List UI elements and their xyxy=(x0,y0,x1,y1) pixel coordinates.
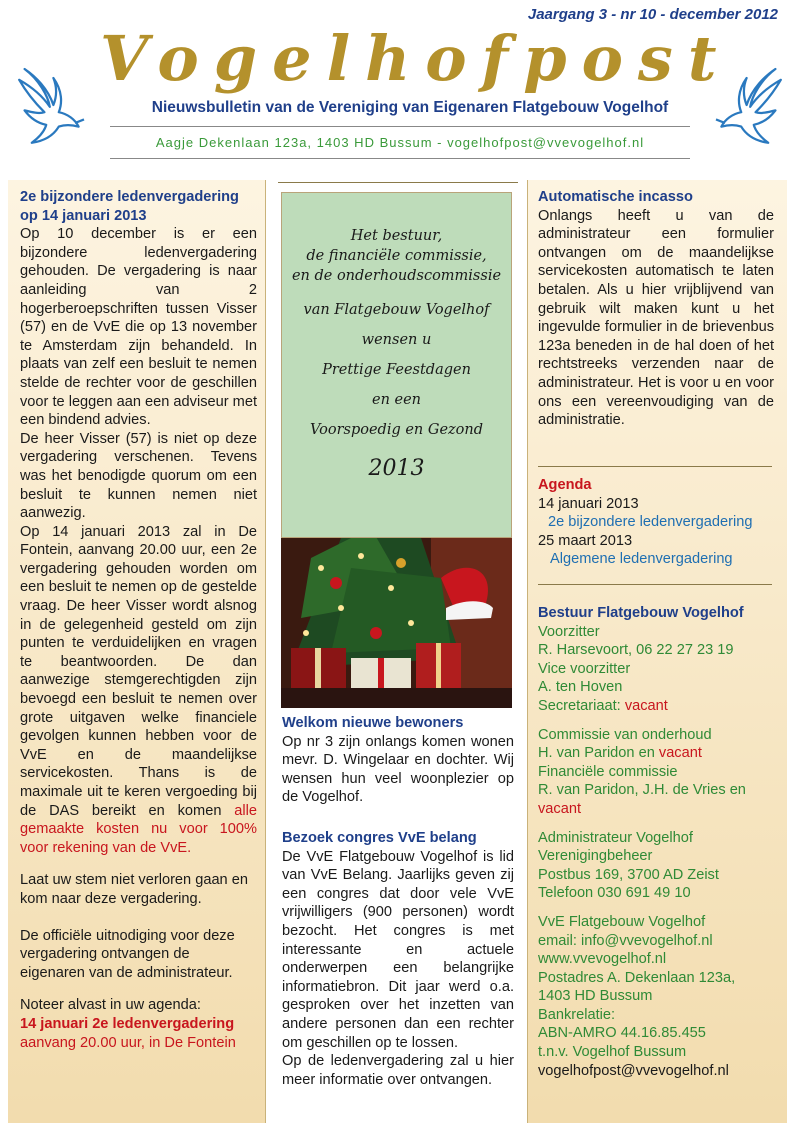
article-title: Welkom nieuwe bewoners xyxy=(282,715,464,731)
vve-title: VvE Flatgebouw Vogelhof xyxy=(538,913,706,930)
paragraph: Op nr 3 zijn onlangs komen wonen mevr. D. Wingelaar en dochter. Wij wensen hun veel woonplezier op de Vogelhof. xyxy=(282,733,514,806)
bank-account: ABN-AMRO 44.16.85.455 xyxy=(538,1025,706,1042)
greeting-line: de financiële commissie, xyxy=(306,248,487,264)
agenda-item: 2e bijzondere ledenvergadering xyxy=(548,514,753,531)
vacant-badge: vacant xyxy=(658,745,702,762)
subtitle: Nieuwsbulletin van de Vereniging van Eigenaren Flatgebouw Vogelhof xyxy=(151,99,669,116)
agenda-date: 25 maart 2013 xyxy=(538,532,633,549)
article-ledenvergadering xyxy=(20,188,257,1052)
role-name: R. Harsevoort, 06 22 27 23 19 xyxy=(538,642,734,659)
admin-line: Postbus 169, 3700 AD Zeist xyxy=(538,866,719,883)
contact-section xyxy=(538,604,774,1080)
issue-info: Jaargang 3 - nr 10 - december 2012 xyxy=(527,6,778,23)
paragraph: De VvE Flatgebouw Vogelhof is lid van VvE Belang. Jaarlijks geven zij een congres dat door vele VvE vrijwilligers (900 personen) wordt bezocht. Het congres is met interessante en actuele onderwerpen een belangrijke informatiebron. Dit jaar werd o.a. gesproken over het inzetten van andere personen dan een rechter om geschillen op te lossen. xyxy=(282,848,514,1051)
greeting-line: Prettige Feestdagen xyxy=(322,362,471,378)
role-name-text: H. van Paridon en xyxy=(538,745,655,762)
column-2-articles xyxy=(282,714,514,1089)
greeting-line: van Flatgebouw Vogelhof xyxy=(303,302,490,318)
section-divider xyxy=(538,584,772,585)
postal-address: 1403 HD Bussum xyxy=(538,988,653,1005)
address-line: Aagje Dekenlaan 123a, 1403 HD Bussum - vogelhofpost@vvevogelhof.nl xyxy=(155,135,645,150)
role-label-text: Secretariaat: xyxy=(538,697,621,714)
role-label xyxy=(538,697,774,716)
agenda-section xyxy=(538,476,774,569)
header-divider xyxy=(110,126,690,127)
column-divider xyxy=(265,180,266,1123)
agenda-item: Algemene ledenvergadering xyxy=(550,551,733,568)
paragraph xyxy=(20,523,257,858)
role-label: Voorzitter xyxy=(538,623,600,640)
agenda-date: 14 januari 2013 xyxy=(538,495,639,512)
paragraph: Op de ledenvergadering zal u hier meer informatie over ontvangen. xyxy=(282,1053,514,1088)
greeting-year: 2013 xyxy=(368,456,425,481)
agenda-title: Agenda xyxy=(538,477,592,493)
role-label: Vice voorzitter xyxy=(538,660,631,677)
greeting-line: wensen u xyxy=(361,332,432,348)
paragraph: Noteer alvast in uw agenda: xyxy=(20,997,201,1014)
highlight-text: alle gemaakte kosten nu voor 100% voor rekening van de VvE. xyxy=(20,802,257,856)
email-link[interactable]: email: info@vvevogelhof.nl xyxy=(538,932,713,949)
paragraph: Laat uw stem niet verloren gaan en kom naar deze vergadering. xyxy=(20,872,248,907)
vacant-badge: vacant xyxy=(624,697,668,714)
paragraph: De officiële uitnodiging voor deze vergadering ontvangen de eigenaren van de administrateur. xyxy=(20,927,235,981)
admin-title: Administrateur Vogelhof xyxy=(538,829,693,846)
paragraph: Onlangs heeft u van de administrateur een formulier ontvangen om de maandelijkse servicekosten automatisch te laten betalen. Als u hier vrijblijvend van gebruik wilt maken kunt u het ingevulde formulier in de brievenbus 123a beneden in de hal doen of het rechtstreeks verzenden naar de administrateur. Het is voor u en voor ons een vereenvoudiging van de administratie. xyxy=(538,207,774,429)
article-title: 2e bijzondere ledenvergadering op 14 januari 2013 xyxy=(20,189,239,224)
holiday-greeting xyxy=(281,192,512,538)
article-title: Automatische incasso xyxy=(538,189,693,205)
christmas-tree-photo xyxy=(281,538,512,708)
role-name xyxy=(538,744,774,763)
admin-line: Verenigingbeheer xyxy=(538,848,653,865)
column-divider xyxy=(527,180,528,1123)
column-top-rule xyxy=(278,182,518,183)
greeting-line: Voorspoedig en Gezond xyxy=(309,422,484,438)
paragraph: Op 10 december is er een bijzondere ledenvergadering gehouden. De vergadering is naar aanleiding van 2 hogerberoepschriften tussen Visser (57) en de VvE die op 13 november te Amsterdam zijn behandeld. In plaats van zelf een besluit te nemen stelde de rechter voor de geschillen voor te leggen aan een adviseur met een bindend advies. xyxy=(20,226,257,429)
role-name: R. van Paridon, J.H. de Vries en xyxy=(538,782,746,799)
bank-holder: t.n.v. Vogelhof Bussum xyxy=(538,1044,687,1061)
admin-line: Telefoon 030 691 49 10 xyxy=(538,885,691,902)
website-link[interactable]: www.vvevogelhof.nl xyxy=(538,951,667,968)
masthead-title: Vogelhofpost xyxy=(100,22,732,95)
section-divider xyxy=(538,466,772,467)
agenda-note: 14 januari 2e ledenvergadering xyxy=(20,1015,235,1032)
article-title: Bezoek congres VvE belang xyxy=(282,829,477,846)
role-label: Financiële commissie xyxy=(538,763,678,780)
paragraph-text: Op 14 januari 2013 zal in De Fontein, aanvang 20.00 uur, een 2e vergadering gehouden worden om een besluit te nemen op de gestelde vraag. De heer Visser wordt alsnog in de gelegenheid gesteld om zijn punten te verduidelijken en vragen te beantwoorden. De dan aanwezige stemgerechtigden zijn bevoegd een besluit te nemen over grote uitgaven welke financiele gevolgen kunnen hebben voor de VvE en de maandelijkse servicekosten. Thans is de maximale uit te keren vergoeding bij de DAS bereikt en komen xyxy=(20,523,257,819)
vacant-badge: vacant xyxy=(538,800,581,817)
header-divider xyxy=(110,158,690,159)
agenda-note: aanvang 20.00 uur, in De Fontein xyxy=(20,1034,236,1051)
greeting-line: en de onderhoudscommissie xyxy=(291,268,502,284)
role-name: A. ten Hoven xyxy=(538,679,623,696)
greeting-line: en een xyxy=(371,392,422,408)
paragraph: De heer Visser (57) is niet op deze vergadering verschenen. Tevens was het benodigde quorum om een besluit te kunnen nemen niet aanwezig. xyxy=(20,430,257,522)
greeting-line: Het bestuur, xyxy=(350,228,443,244)
bank-label: Bankrelatie: xyxy=(538,1006,616,1023)
postal-address: Postadres A. Dekenlaan 123a, xyxy=(538,969,736,986)
column-3 xyxy=(538,188,774,430)
dove-icon xyxy=(12,60,102,150)
email-link[interactable]: vogelhofpost@vvevogelhof.nl xyxy=(538,1062,729,1079)
bestuur-title: Bestuur Flatgebouw Vogelhof xyxy=(538,605,744,621)
role-label: Commissie van onderhoud xyxy=(538,726,712,743)
